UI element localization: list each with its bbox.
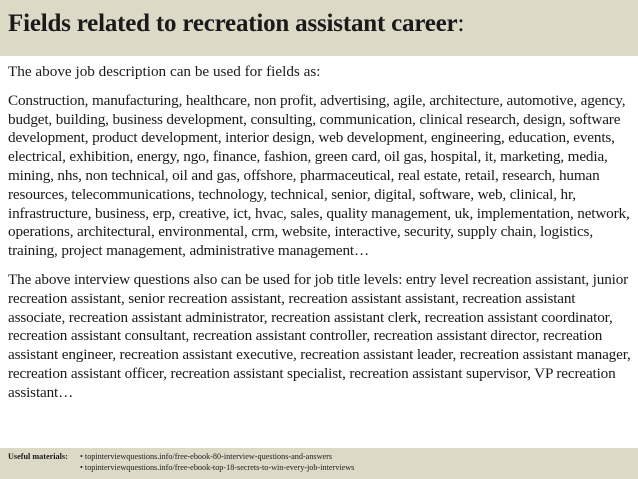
footer-link-ebook-18-secrets[interactable]: • topinterviewquestions.info/free-ebook-top-18-secrets-to-win-every-job-interviews — [80, 463, 355, 472]
footer-row-2 — [8, 462, 638, 473]
slide-title — [8, 10, 464, 37]
job-levels-paragraph: The above interview questions also can be used for job title levels: entry level recreation assistant, junior recreation assistant, senior recreation assistant, recreation assistant assistant, recreation assistant associate, recreation assistant administrator, recreation assistant clerk, recreation assistant coordinator, recreation assistant consultant, recreation assistant controller, recreation assistant director, recreation assistant engineer, recreation assistant executive, recreation assistant leader, recreation assistant manager, recreation assistant officer, recreation assistant specialist, recreation assistant supervisor, VP recreation assistant… — [8, 270, 631, 401]
slide-title-text: Fields related to recreation assistant career — [8, 10, 458, 37]
slide-body — [8, 63, 634, 403]
footer-bar — [0, 448, 638, 479]
title-bar — [0, 0, 638, 56]
footer-label-spacer — [8, 462, 80, 473]
footer-link-ebook-80-questions[interactable]: • topinterviewquestions.info/free-ebook-80-interview-questions-and-answers — [80, 452, 333, 461]
fields-paragraph: Construction, manufacturing, healthcare, non profit, advertising, agile, architecture, automotive, agency, budget, building, business development, consulting, communication, clinical research, design, software development, product development, interior design, web development, engineering, education, events, electrical, exhibition, energy, ngo, finance, fashion, green card, oil gas, hospital, it, marketing, media, mining, nhs, non technical, oil and gas, offshore, pharmaceutical, real estate, retail, research, human resources, telecommunications, technology, technical, senior, digital, software, web, clinical, hr, infrastructure, business, erp, creative, ict, hvac, sales, quality management, uk, implementation, network, operations, architectural, environmental, crm, website, interactive, security, supply chain, logistics, training, project management, administrative management… — [8, 91, 630, 260]
intro-paragraph: The above job description can be used for fields as: — [8, 63, 321, 80]
footer-row-1 — [8, 451, 638, 462]
footer-label: Useful materials: — [8, 452, 68, 461]
slide-title-colon: : — [457, 10, 465, 37]
